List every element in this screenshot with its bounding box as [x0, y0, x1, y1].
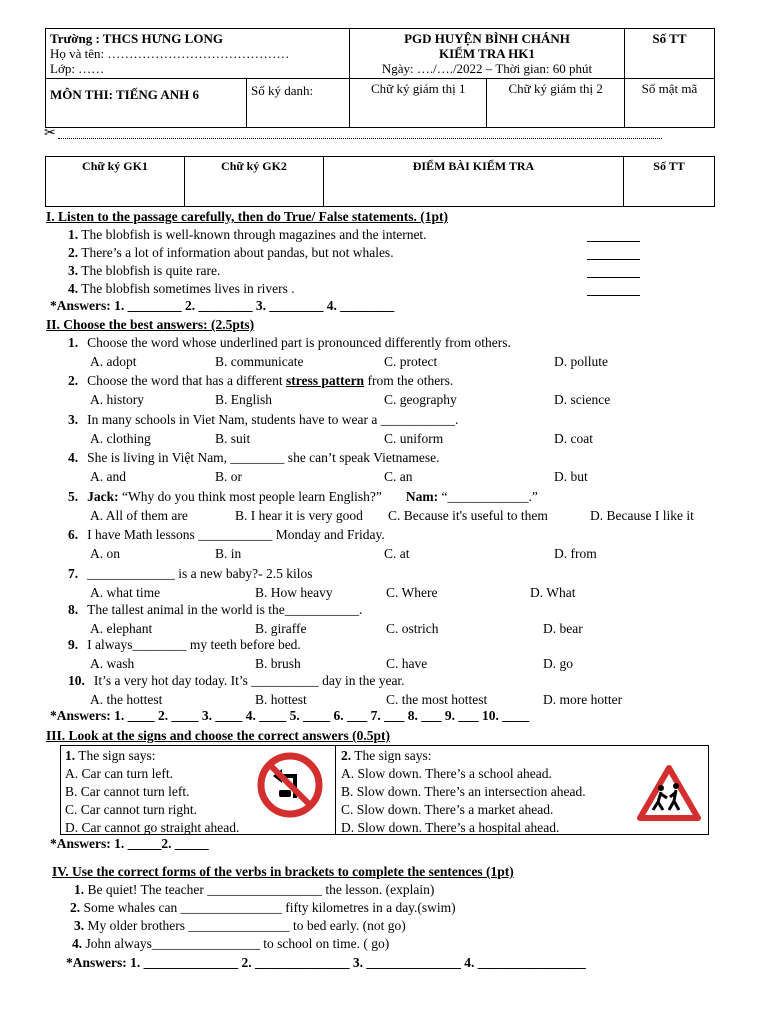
- mc-option[interactable]: D. more hotter: [543, 692, 623, 707]
- mc-stem: [87, 566, 312, 581]
- mc-option[interactable]: C. protect: [384, 354, 438, 369]
- mc-option[interactable]: A. on: [90, 546, 120, 561]
- part4-title: IV. Use the correct forms of the verbs in brackets to complete the sentences (1pt): [52, 864, 514, 879]
- mc-stem-text: “____________.”: [438, 489, 538, 504]
- mc-stem: [87, 335, 511, 350]
- tf-answer-blank[interactable]: [587, 295, 640, 296]
- mc-option[interactable]: D. pollute: [554, 354, 608, 369]
- sign2-option-d[interactable]: D. Slow down. There’s a hospital ahead.: [341, 820, 560, 835]
- secret-code: Số mật mã: [624, 79, 714, 128]
- scissors-icon: ✂: [44, 126, 56, 141]
- mc-question: [68, 673, 405, 689]
- verb-sentence: [72, 936, 389, 952]
- tf-statement: [68, 281, 295, 297]
- mc-option[interactable]: C. have: [386, 656, 428, 671]
- verb-number: 1.: [74, 882, 85, 897]
- tf-number: 2.: [68, 245, 79, 260]
- exam-date-time[interactable]: Ngày: …./…./2022 – Thời gian: 60 phút: [381, 61, 593, 76]
- mc-option[interactable]: C. at: [384, 546, 410, 561]
- mc-option[interactable]: B. or: [215, 469, 242, 484]
- mc-option[interactable]: D. coat: [554, 431, 593, 446]
- sign2-option-c[interactable]: C. Slow down. There’s a market ahead.: [341, 802, 554, 817]
- mc-stem-text: She is living in Việt Nam, ________ she can’t speak Vietnamese.: [87, 450, 440, 465]
- mc-stem: [87, 602, 362, 617]
- mc-stem: [87, 412, 458, 427]
- mc-number: 9.: [68, 637, 79, 652]
- verb-sentence: [74, 918, 406, 934]
- mc-question: [68, 637, 301, 653]
- proctor1-signature[interactable]: Chữ ký giám thị 1: [350, 79, 487, 128]
- part3-answers[interactable]: *Answers: 1. _____2. _____: [50, 836, 209, 851]
- mc-option[interactable]: C. geography: [384, 392, 457, 407]
- tf-number: 4.: [68, 281, 79, 296]
- sign2-option-a[interactable]: A. Slow down. There’s a school ahead.: [341, 766, 552, 781]
- mc-number: 4.: [68, 450, 79, 465]
- mc-option[interactable]: A. and: [90, 469, 126, 484]
- mc-stem-text: Choose the word whose underlined part is pronounced differently from others.: [87, 335, 511, 350]
- student-name-field[interactable]: Họ và tên: ……………………………………: [50, 46, 290, 61]
- mc-question: [68, 335, 511, 351]
- mc-stem: [94, 673, 405, 688]
- mc-number: 5.: [68, 489, 79, 504]
- mc-option[interactable]: A. wash: [90, 656, 135, 671]
- sign2-option-b[interactable]: B. Slow down. There’s an intersection ahead.: [341, 784, 586, 799]
- no-left-turn-sign-icon: [257, 752, 323, 818]
- mc-option[interactable]: D. but: [554, 469, 588, 484]
- sign1-option-a[interactable]: A. Car can turn left.: [65, 766, 173, 781]
- mc-option[interactable]: A. history: [90, 392, 144, 407]
- part1-title: I. Listen to the passage carefully, then do True/ False statements. (1pt): [46, 209, 448, 224]
- mc-option[interactable]: C. uniform: [384, 431, 444, 446]
- mc-option[interactable]: A. clothing: [90, 431, 151, 446]
- mc-stem: [87, 489, 538, 504]
- tf-text: The blobfish sometimes lives in rivers .: [81, 281, 295, 296]
- mc-question: [68, 527, 385, 543]
- mc-number: 7.: [68, 566, 79, 581]
- serial-number-header: Số TT: [624, 29, 714, 79]
- tf-statement: [68, 245, 394, 261]
- mc-stem: [87, 450, 439, 465]
- grade-table: [45, 156, 715, 207]
- signs-table: [60, 745, 709, 835]
- verb-number: 4.: [72, 936, 83, 951]
- mc-question: [68, 602, 362, 618]
- mc-number: 1.: [68, 335, 79, 350]
- score-box[interactable]: ĐIỂM BÀI KIỂM TRA: [324, 157, 624, 207]
- speaker-nam: Nam:: [405, 489, 439, 504]
- mc-option[interactable]: B. hottest: [255, 692, 307, 707]
- school-name: Trường : THCS HƯNG LONG: [50, 31, 223, 46]
- subject-cell: [46, 79, 350, 128]
- mc-option[interactable]: D. What: [530, 585, 576, 600]
- proctor2-signature[interactable]: Chữ ký giám thị 2: [487, 79, 624, 128]
- part4-answers[interactable]: *Answers: 1. ______________ 2. ______________ 3. ______________ 4. ________________: [66, 955, 586, 970]
- mc-stem-text: _____________ is a new baby?- 2.5 kilos: [87, 566, 313, 581]
- mc-option[interactable]: B. suit: [215, 431, 251, 446]
- mc-number: 10.: [68, 673, 85, 688]
- sign1-option-d[interactable]: D. Car cannot go straight ahead.: [65, 820, 240, 835]
- mc-number: 8.: [68, 602, 79, 617]
- mc-stem: [87, 527, 385, 542]
- mc-number: 6.: [68, 527, 79, 542]
- mc-option[interactable]: D. science: [554, 392, 611, 407]
- mc-option[interactable]: B. I hear it is very good: [235, 508, 363, 523]
- mc-stem-text: The tallest animal in the world is the___________.: [87, 602, 363, 617]
- mc-question: [68, 412, 458, 428]
- mc-option[interactable]: A. what time: [90, 585, 161, 600]
- tf-text: The blobfish is quite rare.: [81, 263, 221, 278]
- mc-option[interactable]: C. Where: [386, 585, 438, 600]
- sign1-head: The sign says:: [78, 748, 156, 763]
- mc-option[interactable]: C. an: [384, 469, 413, 484]
- mc-option[interactable]: B. communicate: [215, 354, 304, 369]
- verb-text[interactable]: John always________________ to school on time. ( go): [85, 936, 390, 951]
- class-field[interactable]: Lớp: ……: [50, 61, 105, 76]
- speaker-jack: Jack:: [87, 489, 119, 504]
- mc-stem-text: from the others.: [364, 373, 454, 388]
- tf-text: The blobfish is well-known through magazines and the internet.: [81, 227, 427, 242]
- verb-number: 3.: [74, 918, 85, 933]
- cut-line: [58, 138, 662, 139]
- mc-option[interactable]: C. ostrich: [386, 621, 439, 636]
- mc-number: 2.: [68, 373, 79, 388]
- part3-title: III. Look at the signs and choose the correct answers (0.5pt): [46, 728, 390, 743]
- part2-title: II. Choose the best answers: (2.5pts): [46, 317, 255, 332]
- verb-sentence: [70, 900, 456, 916]
- exam-title: KIỂM TRA HK1: [439, 46, 535, 61]
- mc-option[interactable]: B. How heavy: [255, 585, 333, 600]
- mc-stem-text: In many schools in Viet Nam, students have to wear a ___________.: [87, 412, 459, 427]
- mc-option[interactable]: A. All of them are: [90, 508, 188, 523]
- tf-statement: [68, 227, 427, 243]
- mc-option[interactable]: D. from: [554, 546, 597, 561]
- header-exam-cell: [350, 29, 625, 79]
- mc-stem-text: “Why do you think most people learn English?”: [118, 489, 382, 504]
- verb-text[interactable]: Be quiet! The teacher _________________ the lesson. (explain): [87, 882, 435, 897]
- sign1-option-c[interactable]: C. Car cannot turn right.: [65, 802, 197, 817]
- sign2-question: 2. The sign says: A. Slow down. There’s a school ahead. B. Slow down. There’s an intersection ahead. C. Slow down. There’s a market ahead. D. Slow down. There’s a hospital ahead.: [341, 748, 586, 835]
- tf-answer-blank[interactable]: [587, 277, 640, 278]
- grader2-signature[interactable]: Chữ ký GK2: [185, 157, 324, 207]
- verb-text[interactable]: Some whales can _______________ fifty kilometres in a day.(swim): [83, 900, 456, 915]
- tf-answer-blank[interactable]: [587, 241, 640, 242]
- mc-question: [68, 566, 312, 582]
- tf-number: 3.: [68, 263, 79, 278]
- part1-answers[interactable]: *Answers: 1. ________ 2. ________ 3. ________ 4. ________: [50, 298, 395, 313]
- mc-question: [68, 450, 439, 466]
- mc-stem-text: I have Math lessons ___________ Monday and Friday.: [87, 527, 385, 542]
- mc-option[interactable]: B. giraffe: [255, 621, 307, 636]
- mc-question: [68, 373, 453, 389]
- sign1-question: 1. The sign says: A. Car can turn left. B. Car cannot turn left. C. Car cannot turn right. D. Car cannot go straight ahead.: [65, 748, 240, 835]
- subject-title: MÔN THI: TIẾNG ANH 6: [46, 79, 247, 127]
- header-table: [45, 28, 715, 128]
- mc-option[interactable]: D. Because I like it: [590, 508, 694, 523]
- mc-stem: [87, 637, 301, 652]
- mc-stem: [87, 373, 453, 388]
- mc-option[interactable]: B. in: [215, 546, 242, 561]
- mc-option[interactable]: B. English: [215, 392, 273, 407]
- verb-number: 2.: [70, 900, 81, 915]
- sign2-head: The sign says:: [354, 748, 432, 763]
- verb-sentence: [74, 882, 434, 898]
- mc-option[interactable]: D. bear: [543, 621, 583, 636]
- mc-question: [68, 489, 538, 505]
- tf-number: 1.: [68, 227, 79, 242]
- mc-stem-text: Choose the word that has a different: [87, 373, 286, 388]
- signs-divider: [335, 746, 336, 834]
- tf-answer-blank[interactable]: [587, 259, 640, 260]
- header-student-cell: [46, 29, 350, 79]
- mc-stem-text: It’s a very hot day today. It’s __________ day in the year.: [93, 673, 405, 688]
- tf-statement: [68, 263, 220, 279]
- mc-option[interactable]: C. the most hottest: [386, 692, 488, 707]
- mc-number: 3.: [68, 412, 79, 427]
- mc-option[interactable]: A. elephant: [90, 621, 153, 636]
- verb-text[interactable]: My older brothers _______________ to bed early. (not go): [87, 918, 406, 933]
- stress-pattern-emphasis: stress pattern: [285, 373, 365, 388]
- sign1-option-b[interactable]: B. Car cannot turn left.: [65, 784, 190, 799]
- mc-option[interactable]: D. go: [543, 656, 573, 671]
- mc-stem-text: I always________ my teeth before bed.: [87, 637, 301, 652]
- grade-serial-number: Số TT: [624, 157, 715, 207]
- school-children-sign-icon: [636, 764, 702, 822]
- mc-option[interactable]: C. Because it's useful to them: [388, 508, 548, 523]
- candidate-number-label[interactable]: Số ký danh:: [251, 83, 314, 98]
- department: PGD HUYỆN BÌNH CHÁNH: [404, 31, 570, 46]
- tf-text: There’s a lot of information about pandas, but not whales.: [81, 245, 394, 260]
- grader1-signature[interactable]: Chữ ký GK1: [46, 157, 185, 207]
- mc-option[interactable]: A. adopt: [90, 354, 137, 369]
- part2-answers[interactable]: *Answers: 1. ____ 2. ____ 3. ____ 4. ____ 5. ____ 6. ___ 7. ___ 8. ___ 9. ___ 10. ____: [50, 708, 530, 723]
- mc-option[interactable]: B. brush: [255, 656, 301, 671]
- mc-option[interactable]: A. the hottest: [90, 692, 163, 707]
